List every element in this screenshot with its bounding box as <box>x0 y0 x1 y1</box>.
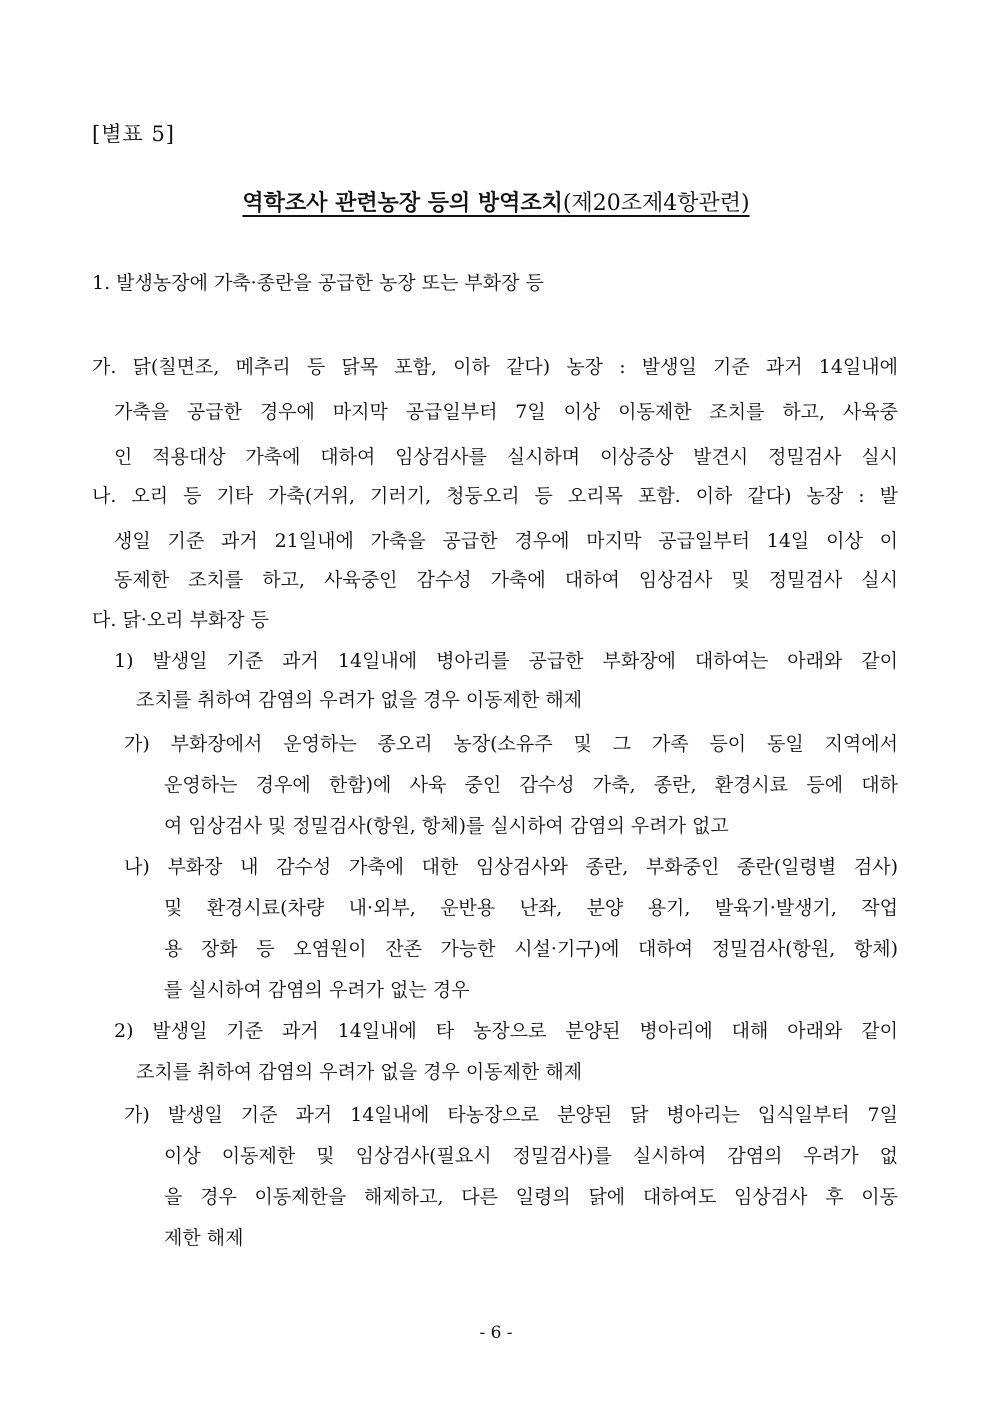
paragraph-line: 제한 해제 <box>164 1227 244 1249</box>
paragraph-line: 다. 닭·오리 부화장 등 <box>92 609 270 631</box>
paragraph-line: 나) 부화장 내 감수성 가축에 대한 임상검사와 종란, 부화중인 종란(일령별 검사) <box>124 856 898 878</box>
paragraph-line: 운영하는 경우에 한함)에 사육 중인 감수성 가축, 종란, 환경시료 등에 대하 <box>164 774 898 796</box>
paragraph-line: 생일 기준 과거 21일내에 가축을 공급한 경우에 마지막 공급일부터 14일 이상 이 <box>114 530 898 552</box>
document-title <box>0 186 992 217</box>
paragraph-line: 및 환경시료(차량 내·외부, 운반용 난좌, 분양 용기, 발육기·발생기, 작업 <box>164 897 898 919</box>
document-title-note: (제20조제4항관련) <box>562 191 750 216</box>
paragraph-line: 가) 발생일 기준 과거 14일내에 타농장으로 분양된 닭 병아리는 입식일부터 7일 <box>124 1104 898 1126</box>
paragraph-line: 용 장화 등 오염원이 잔존 가능한 시설·기구)에 대하여 정밀검사(항원, 항체) <box>164 938 898 960</box>
paragraph-line: 가) 부화장에서 운영하는 종오리 농장(소유주 및 그 가족 등이 동일 지역에서 <box>124 733 898 755</box>
paragraph-line: 나. 오리 등 기타 가축(거위, 기러기, 청둥오리 등 오리목 포함. 이하 같다) 농장 : 발 <box>92 485 898 507</box>
paragraph-line: 를 실시하여 감염의 우려가 없는 경우 <box>164 979 470 1001</box>
paragraph-line: 조치를 취하여 감염의 우려가 없을 경우 이동제한 해제 <box>136 689 583 711</box>
document-title-main: 역학조사 관련농장 등의 방역조치 <box>242 190 563 216</box>
paragraph-line: 여 임상검사 및 정밀검사(항원, 항체)를 실시하여 감염의 우려가 없고 <box>164 815 729 837</box>
paragraph-line: 가축을 공급한 경우에 마지막 공급일부터 7일 이상 이동제한 조치를 하고, 사육중 <box>114 401 898 423</box>
paragraph-line: 인 적용대상 가축에 대하여 임상검사를 실시하며 이상증상 발견시 정밀검사 실시 <box>114 446 898 468</box>
page-number: - 6 - <box>479 1323 513 1343</box>
paragraph-line: 2) 발생일 기준 과거 14일내에 타 농장으로 분양된 병아리에 대해 아래와 같이 <box>114 1020 898 1042</box>
paragraph-line: 을 경우 이동제한을 해제하고, 다른 일령의 닭에 대하여도 임상검사 후 이동 <box>164 1186 898 1208</box>
paragraph-line: 조치를 취하여 감염의 우려가 없을 경우 이동제한 해제 <box>136 1061 583 1083</box>
paragraph-line: 이상 이동제한 및 임상검사(필요시 정밀검사)를 실시하여 감염의 우려가 없 <box>164 1145 898 1167</box>
section-heading-1: 1. 발생농장에 가축·종란을 공급한 농장 또는 부화장 등 <box>92 272 544 294</box>
paragraph-line: 동제한 조치를 하고, 사육중인 감수성 가축에 대하여 임상검사 및 정밀검사 실시 <box>114 569 898 591</box>
annex-label: [별표 5] <box>92 122 175 146</box>
paragraph-line: 1) 발생일 기준 과거 14일내에 병아리를 공급한 부화장에 대하여는 아래와 같이 <box>114 650 898 672</box>
paragraph-line: 가. 닭(칠면조, 메추리 등 닭목 포함, 이하 같다) 농장 : 발생일 기준 과거 14일내에 <box>92 356 898 378</box>
